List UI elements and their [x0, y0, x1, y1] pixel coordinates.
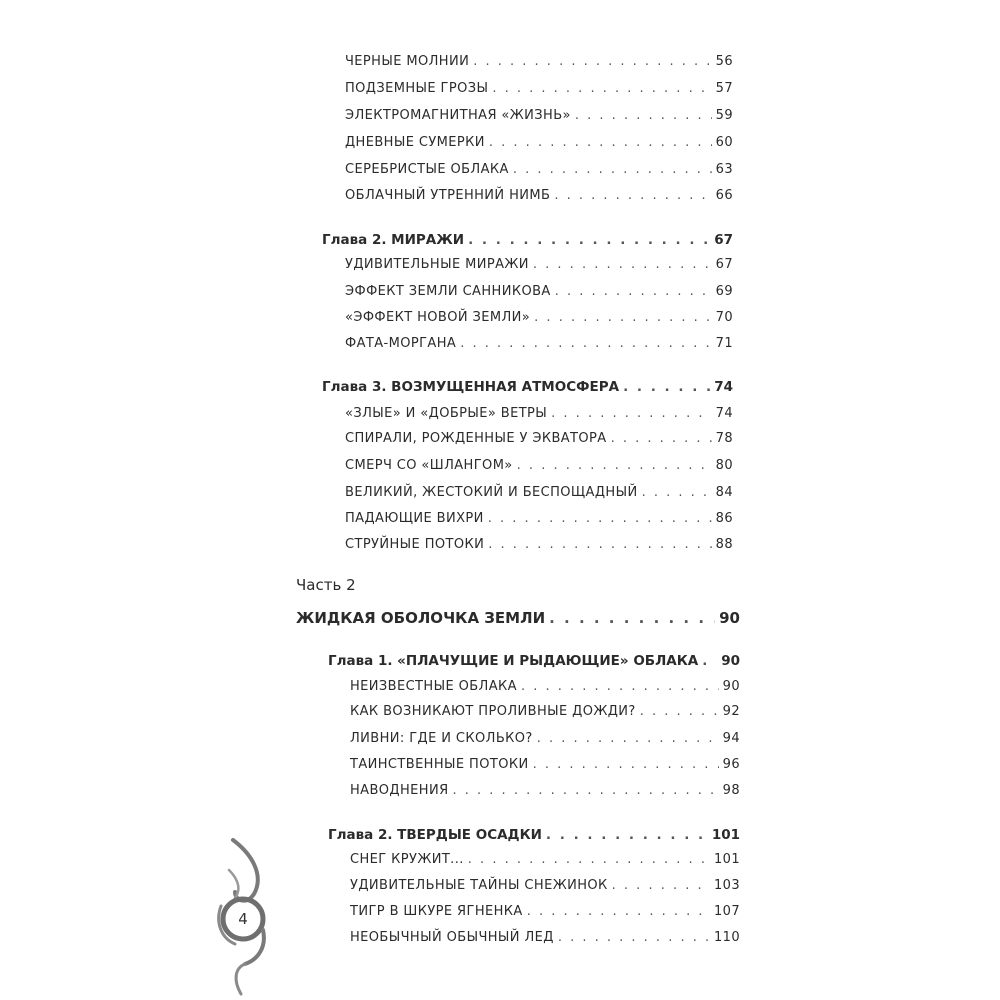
entry-page: 92 [722, 704, 740, 719]
entry-title: ЛИВНИ: ГДЕ И СКОЛЬКО? [350, 731, 533, 746]
leader-dots [558, 925, 710, 951]
leader-dots [555, 279, 712, 305]
entry-page: 103 [713, 878, 740, 893]
entry-page: 66 [715, 188, 733, 203]
toc-entry [350, 778, 740, 804]
leader-dots [527, 899, 710, 925]
entry-title: ОБЛАЧНЫЙ УТРЕННИЙ НИМБ [345, 188, 551, 203]
chapter-title: Глава 2. МИРАЖИ [322, 232, 465, 248]
leader-dots [492, 76, 711, 102]
leader-dots [546, 822, 708, 848]
toc-part-entry [296, 605, 740, 631]
toc-entry [350, 674, 740, 700]
toc-chapter-entry [328, 648, 740, 674]
toc-entry [345, 49, 733, 75]
toc-chapter-entry [328, 822, 740, 848]
entry-page: 74 [715, 406, 733, 421]
leader-dots [575, 103, 712, 129]
entry-page: 60 [715, 135, 733, 150]
entry-page: 88 [715, 537, 733, 552]
toc-entry [345, 480, 733, 506]
entry-page: 94 [722, 731, 740, 746]
toc-entry [345, 506, 733, 532]
entry-page: 90 [719, 609, 740, 627]
entry-title: ЭФФЕКТ ЗЕМЛИ САННИКОВА [345, 284, 551, 299]
leader-dots [453, 778, 719, 804]
entry-page: 59 [715, 108, 733, 123]
toc-entry [345, 401, 733, 427]
leader-dots [640, 699, 719, 725]
toc-entry [350, 899, 740, 925]
leader-dots [623, 374, 710, 400]
entry-title: КАК ВОЗНИКАЮТ ПРОЛИВНЫЕ ДОЖДИ? [350, 704, 636, 719]
entry-title: УДИВИТЕЛЬНЫЕ ТАЙНЫ СНЕЖИНОК [350, 878, 608, 893]
toc-entry [350, 925, 740, 951]
entry-title: «ЭФФЕКТ НОВОЙ ЗЕМЛИ» [345, 310, 531, 325]
entry-title: ПАДАЮЩИЕ ВИХРИ [345, 511, 484, 526]
entry-page: 67 [715, 257, 733, 272]
leader-dots [534, 305, 711, 331]
leader-dots [513, 157, 712, 183]
entry-title: ЧЕРНЫЕ МОЛНИИ [345, 54, 470, 69]
leader-dots [537, 726, 719, 752]
toc-entry [345, 183, 733, 209]
entry-page: 78 [715, 431, 733, 446]
leader-dots [468, 847, 710, 873]
leader-dots [611, 426, 712, 452]
toc-entry [345, 532, 733, 558]
leader-dots [488, 506, 712, 532]
entry-page: 67 [714, 232, 733, 248]
entry-page: 57 [715, 81, 733, 96]
entry-page: 86 [715, 511, 733, 526]
leader-dots [473, 49, 711, 75]
toc-entry [345, 426, 733, 452]
entry-page: 96 [722, 757, 740, 772]
leader-dots [642, 480, 712, 506]
entry-page: 80 [715, 458, 733, 473]
leader-dots [460, 331, 711, 357]
entry-title: ТИГР В ШКУРЕ ЯГНЕНКА [350, 904, 523, 919]
entry-title: «ЗЛЫЕ» И «ДОБРЫЕ» ВЕТРЫ [345, 406, 548, 421]
entry-page: 71 [715, 336, 733, 351]
entry-title: НЕОБЫЧНЫЙ ОБЫЧНЫЙ ЛЕД [350, 930, 554, 945]
leader-dots [489, 130, 712, 156]
toc-chapter-entry [322, 374, 733, 400]
entry-page: 74 [714, 379, 733, 395]
toc-entry [350, 847, 740, 873]
chapter-title: Глава 1. «ПЛАЧУЩИЕ И РЫДАЮЩИЕ» ОБЛАКА [328, 653, 699, 669]
toc-entry [350, 699, 740, 725]
entry-title: СМЕРЧ СО «ШЛАНГОМ» [345, 458, 513, 473]
entry-page: 98 [722, 783, 740, 798]
toc-entry [345, 103, 733, 129]
entry-page: 90 [722, 679, 740, 694]
entry-title: ФАТА-МОРГАНА [345, 336, 457, 351]
part-label: Часть 2 [296, 576, 356, 594]
leader-dots [702, 648, 717, 674]
entry-title: ПОДЗЕМНЫЕ ГРОЗЫ [345, 81, 489, 96]
leader-dots [521, 674, 719, 700]
toc-entry [345, 130, 733, 156]
toc-entry [350, 752, 740, 778]
entry-title: НЕИЗВЕСТНЫЕ ОБЛАКА [350, 679, 517, 694]
toc-entry [345, 157, 733, 183]
entry-page: 70 [715, 310, 733, 325]
entry-page: 110 [713, 930, 740, 945]
leader-dots [549, 605, 715, 631]
leader-dots [533, 252, 712, 278]
chapter-title: Глава 3. ВОЗМУЩЕННАЯ АТМОСФЕРА [322, 379, 620, 395]
entry-title: СЕРЕБРИСТЫЕ ОБЛАКА [345, 162, 509, 177]
entry-title: ЭЛЕКТРОМАГНИТНАЯ «ЖИЗНЬ» [345, 108, 571, 123]
leader-dots [533, 752, 719, 778]
entry-page: 90 [721, 653, 740, 669]
entry-page: 101 [713, 852, 740, 867]
leader-dots [517, 453, 712, 479]
toc-entry [345, 331, 733, 357]
toc-chapter-entry [322, 227, 733, 253]
toc-entry [345, 305, 733, 331]
leader-dots [468, 227, 710, 253]
toc-entry [345, 76, 733, 102]
entry-page: 107 [713, 904, 740, 919]
leader-dots [551, 401, 712, 427]
entry-title: УДИВИТЕЛЬНЫЕ МИРАЖИ [345, 257, 529, 272]
chapter-title: Глава 2. ТВЕРДЫЕ ОСАДКИ [328, 827, 542, 843]
entry-title: ДНЕВНЫЕ СУМЕРКИ [345, 135, 485, 150]
toc-entry [345, 453, 733, 479]
entry-page: 63 [715, 162, 733, 177]
toc-entry [345, 279, 733, 305]
toc-entry [350, 726, 740, 752]
leader-dots [554, 183, 711, 209]
page-number: 4 [238, 910, 248, 928]
toc-entry [350, 873, 740, 899]
entry-title: СНЕГ КРУЖИТ... [350, 852, 464, 867]
entry-page: 69 [715, 284, 733, 299]
toc-entry [345, 252, 733, 278]
entry-title: СПИРАЛИ, РОЖДЕННЫЕ У ЭКВАТОРА [345, 431, 607, 446]
entry-title: НАВОДНЕНИЯ [350, 783, 449, 798]
entry-title: СТРУЙНЫЕ ПОТОКИ [345, 537, 485, 552]
entry-page: 56 [715, 54, 733, 69]
part-title: ЖИДКАЯ ОБОЛОЧКА ЗЕМЛИ [296, 609, 546, 627]
leader-dots [488, 532, 711, 558]
entry-title: ВЕЛИКИЙ, ЖЕСТОКИЙ И БЕСПОЩАДНЫЙ [345, 485, 638, 500]
entry-page: 101 [711, 827, 740, 843]
entry-page: 84 [715, 485, 733, 500]
leader-dots [612, 873, 710, 899]
entry-title: ТАИНСТВЕННЫЕ ПОТОКИ [350, 757, 529, 772]
